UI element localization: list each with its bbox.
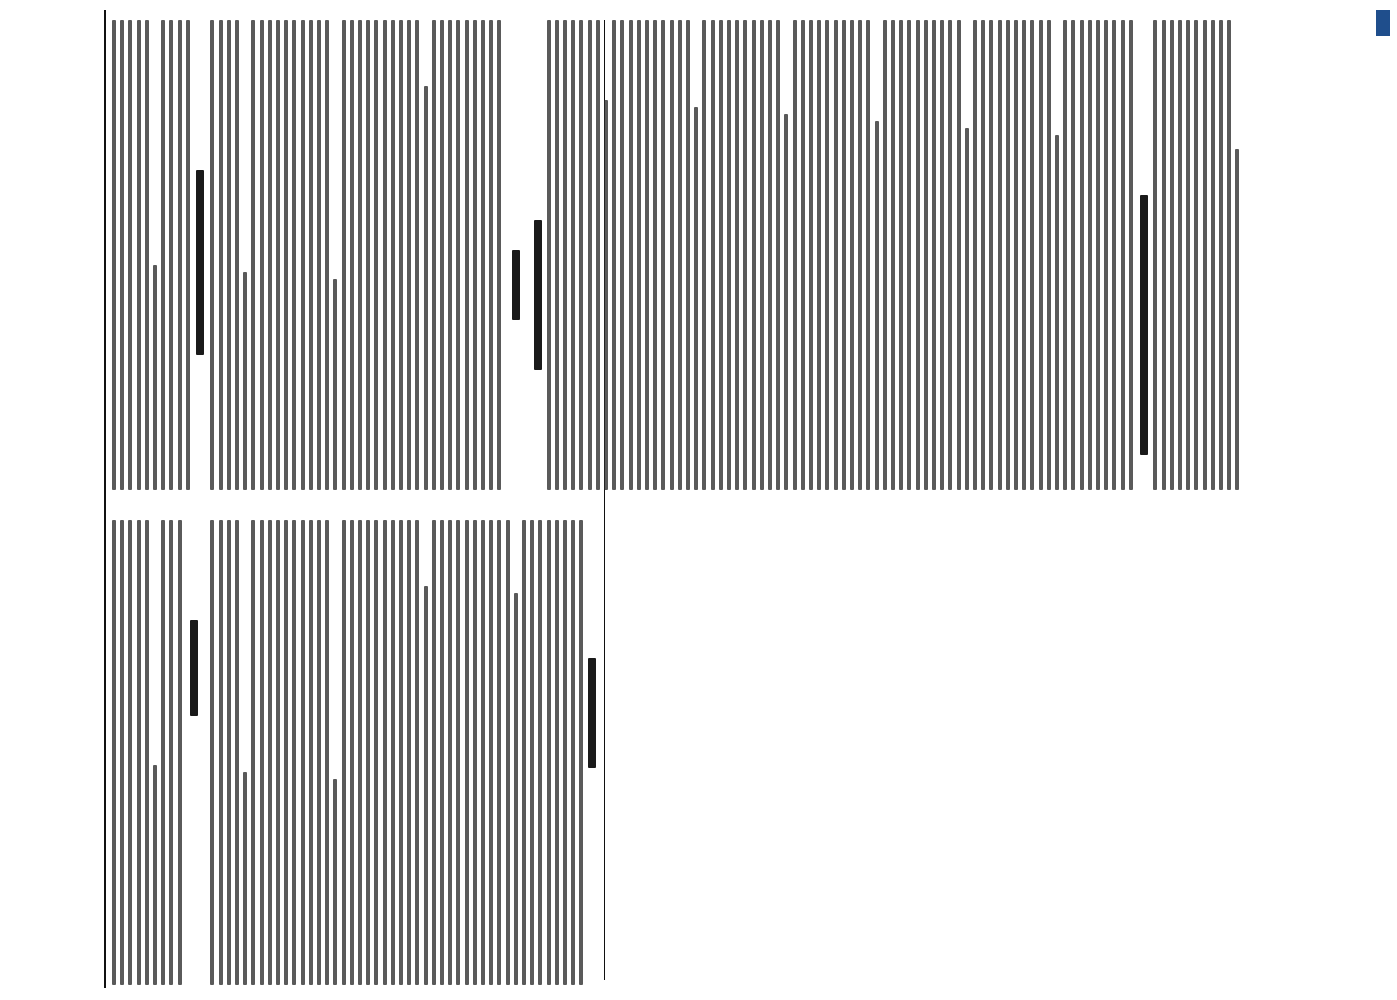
- text-line: [1153, 20, 1157, 490]
- text-line: [473, 520, 477, 985]
- text-line: [301, 520, 305, 985]
- text-line: [325, 20, 329, 490]
- text-line: [1203, 20, 1207, 490]
- text-line: [522, 520, 526, 985]
- text-line: [1039, 20, 1043, 490]
- text-line: [1170, 20, 1174, 490]
- text-line: [284, 20, 288, 490]
- text-line: [276, 520, 280, 985]
- text-line: [743, 20, 747, 490]
- text-line: [694, 107, 698, 490]
- text-line: [251, 520, 255, 985]
- section-heading-missionen: [512, 250, 520, 320]
- text-line: [957, 20, 961, 490]
- text-line: [391, 520, 395, 985]
- text-line: [735, 20, 739, 490]
- text-line: [916, 20, 920, 490]
- text-line: [661, 20, 665, 490]
- text-line: [120, 520, 124, 985]
- text-line: [563, 20, 567, 490]
- text-line: [153, 765, 157, 985]
- text-line: [137, 520, 141, 985]
- text-line: [415, 20, 419, 490]
- text-line: [579, 20, 583, 490]
- text-line: [981, 20, 985, 490]
- text-line: [604, 100, 608, 490]
- text-line: [776, 20, 780, 490]
- text-line: [1047, 20, 1051, 490]
- text-line: [973, 20, 977, 490]
- text-line: [547, 20, 551, 490]
- text-line: [161, 520, 165, 985]
- text-line: [850, 20, 854, 490]
- text-line: [1178, 20, 1182, 490]
- text-line: [407, 520, 411, 985]
- text-line: [866, 20, 870, 490]
- text-line: [1129, 20, 1133, 490]
- text-line: [366, 20, 370, 490]
- text-line: [555, 20, 559, 490]
- text-line: [473, 20, 477, 490]
- text-line: [128, 520, 132, 985]
- text-line: [399, 520, 403, 985]
- text-line: [596, 20, 600, 490]
- text-line: [1186, 20, 1190, 490]
- text-line: [842, 20, 846, 490]
- text-line: [145, 20, 149, 490]
- text-line: [1071, 20, 1075, 490]
- text-line: [383, 20, 387, 490]
- text-line: [137, 20, 141, 490]
- text-line: [563, 520, 567, 985]
- text-line: [1211, 20, 1215, 490]
- text-line: [350, 520, 354, 985]
- text-line: [514, 593, 518, 985]
- text-line: [481, 520, 485, 985]
- text-line: [1030, 20, 1034, 490]
- text-line: [333, 779, 337, 985]
- text-line: [260, 520, 264, 985]
- text-line: [719, 20, 723, 490]
- text-line: [1219, 20, 1223, 490]
- text-line: [612, 20, 616, 490]
- text-line: [1088, 20, 1092, 490]
- text-line: [825, 20, 829, 490]
- text-line: [1194, 20, 1198, 490]
- text-line: [932, 20, 936, 490]
- text-line: [342, 520, 346, 985]
- text-line: [219, 520, 223, 985]
- text-line: [210, 20, 214, 490]
- text-line: [465, 520, 469, 985]
- text-line: [989, 20, 993, 490]
- text-line: [235, 20, 239, 490]
- text-line: [128, 20, 132, 490]
- digitization-credit: [1379, 6, 1393, 996]
- text-line: [637, 20, 641, 490]
- text-line: [752, 20, 756, 490]
- text-line: [145, 520, 149, 985]
- text-line: [678, 20, 682, 490]
- text-line: [1104, 20, 1108, 490]
- text-line: [891, 20, 895, 490]
- text-line: [768, 20, 772, 490]
- text-line: [998, 20, 1002, 490]
- header-rule: [104, 10, 106, 988]
- text-line: [317, 520, 321, 985]
- text-line: [432, 520, 436, 985]
- text-line: [538, 520, 542, 985]
- text-line: [834, 20, 838, 490]
- text-line: [588, 20, 592, 490]
- text-line: [309, 20, 313, 490]
- text-line: [1096, 20, 1100, 490]
- text-line: [243, 772, 247, 985]
- text-line: [374, 20, 378, 490]
- text-line: [169, 20, 173, 490]
- text-line: [506, 520, 510, 985]
- text-line: [178, 20, 182, 490]
- text-line: [686, 20, 690, 490]
- text-line: [284, 520, 288, 985]
- text-line: [948, 20, 952, 490]
- text-line: [760, 20, 764, 490]
- text-line: [276, 20, 280, 490]
- text-line: [325, 520, 329, 985]
- text-line: [620, 20, 624, 490]
- text-line: [965, 128, 969, 490]
- text-line: [899, 20, 903, 490]
- text-line: [1014, 20, 1018, 490]
- text-line: [424, 586, 428, 985]
- text-line: [243, 272, 247, 490]
- text-line: [391, 20, 395, 490]
- text-line: [456, 20, 460, 490]
- text-line: [301, 20, 305, 490]
- text-line: [153, 265, 157, 490]
- text-line: [702, 20, 706, 490]
- text-line: [489, 20, 493, 490]
- text-line: [112, 520, 116, 985]
- text-line: [407, 20, 411, 490]
- text-line: [653, 20, 657, 490]
- text-line: [210, 520, 214, 985]
- text-line: [809, 20, 813, 490]
- text-line: [235, 520, 239, 985]
- text-line: [497, 520, 501, 985]
- text-line: [727, 20, 731, 490]
- text-line: [178, 520, 182, 985]
- text-line: [432, 20, 436, 490]
- text-line: [333, 279, 337, 490]
- text-line: [875, 121, 879, 490]
- text-line: [907, 20, 911, 490]
- text-line: [317, 20, 321, 490]
- section-heading-geologie: [190, 620, 198, 716]
- text-line: [251, 20, 255, 490]
- text-line: [448, 520, 452, 985]
- text-line: [1080, 20, 1084, 490]
- text-line: [292, 20, 296, 490]
- text-line: [112, 20, 116, 490]
- text-line: [571, 520, 575, 985]
- text-line: [579, 520, 583, 985]
- section-heading-rheinische: [534, 220, 542, 370]
- text-line: [858, 20, 862, 490]
- text-line: [342, 20, 346, 490]
- text-line: [440, 20, 444, 490]
- text-line: [645, 20, 649, 490]
- text-line: [186, 20, 190, 490]
- text-line: [440, 520, 444, 985]
- section-heading-rechtspflege: [588, 658, 596, 768]
- text-line: [555, 520, 559, 985]
- text-line: [1063, 20, 1067, 490]
- text-line: [399, 20, 403, 490]
- text-line: [366, 520, 370, 985]
- section-heading-katholische: [1140, 195, 1148, 455]
- text-line: [358, 20, 362, 490]
- text-line: [1022, 20, 1026, 490]
- text-line: [497, 20, 501, 490]
- text-line: [1235, 149, 1239, 490]
- text-line: [670, 20, 674, 490]
- text-line: [219, 20, 223, 490]
- text-line: [227, 20, 231, 490]
- text-line: [448, 20, 452, 490]
- text-line: [1162, 20, 1166, 490]
- text-line: [268, 520, 272, 985]
- text-line: [817, 20, 821, 490]
- section-heading-eingeborenen: [196, 170, 204, 355]
- text-line: [374, 520, 378, 985]
- text-line: [1121, 20, 1125, 490]
- text-line: [1055, 135, 1059, 490]
- text-line: [465, 20, 469, 490]
- text-line: [629, 20, 633, 490]
- text-line: [940, 20, 944, 490]
- text-line: [1112, 20, 1116, 490]
- text-line: [120, 20, 124, 490]
- text-line: [415, 520, 419, 985]
- text-line: [169, 520, 173, 985]
- text-line: [883, 20, 887, 490]
- text-line: [793, 20, 797, 490]
- text-line: [358, 520, 362, 985]
- text-line: [547, 520, 551, 985]
- text-line: [784, 114, 788, 490]
- text-line: [383, 520, 387, 985]
- text-line: [571, 20, 575, 490]
- text-line: [161, 20, 165, 490]
- text-line: [424, 86, 428, 490]
- text-line: [530, 520, 534, 985]
- text-line: [1006, 20, 1010, 490]
- text-line: [350, 20, 354, 490]
- text-line: [489, 520, 493, 985]
- text-line: [227, 520, 231, 985]
- text-line: [711, 20, 715, 490]
- text-line: [924, 20, 928, 490]
- text-line: [309, 520, 313, 985]
- text-line: [260, 20, 264, 490]
- text-line: [456, 520, 460, 985]
- text-line: [1227, 20, 1231, 490]
- text-line: [268, 20, 272, 490]
- text-line: [801, 20, 805, 490]
- text-line: [481, 20, 485, 490]
- text-line: [292, 520, 296, 985]
- dfg-logo: [1376, 10, 1390, 36]
